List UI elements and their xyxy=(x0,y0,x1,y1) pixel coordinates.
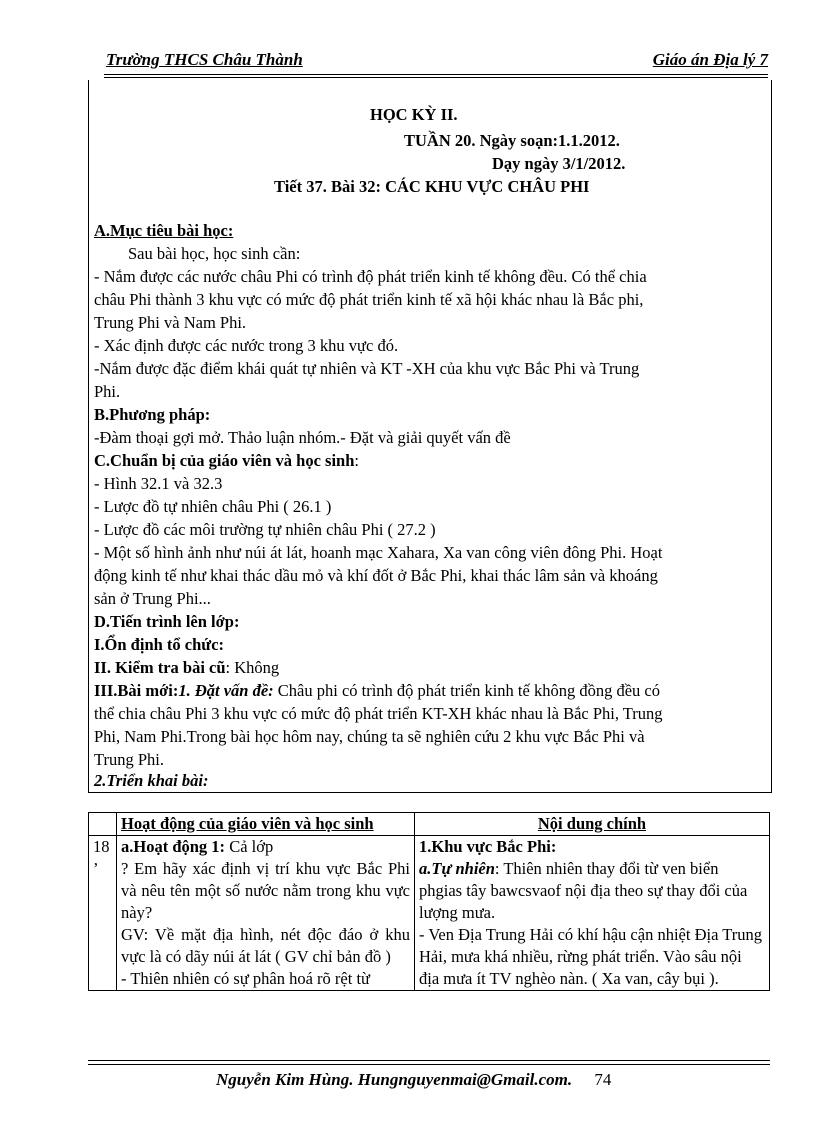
step-3-line: Trung Phi. xyxy=(94,750,165,769)
section-c-line: - Lược đồ các môi trường tự nhiên châu Phi ( 27.2 ) xyxy=(94,520,436,539)
semester-title: HỌC KỲ II. xyxy=(370,105,458,124)
time-value: 18’ xyxy=(93,837,110,878)
section-a-line: -Nắm được đặc điểm khái quát tự nhiên và KT -XH của khu vực Bắc Phi và Trung xyxy=(94,359,640,378)
time-cell xyxy=(89,836,117,991)
page-footer xyxy=(216,1070,611,1090)
teacher-cell xyxy=(117,836,415,991)
section-c-line: động kinh tế như khai thác dầu mỏ và khí đốt ở Bắc Phi, khai thác lâm sản và khoáng xyxy=(94,566,658,585)
footer-rule xyxy=(88,1060,770,1061)
step-1: I.Ổn định tổ chức: xyxy=(94,635,225,654)
step-2-text: : Không xyxy=(225,658,280,677)
step-4: 2.Triển khai bài: xyxy=(94,771,209,790)
section-a-intro: Sau bài học, học sinh cần: xyxy=(128,244,301,263)
section-c-line: - Lược đồ tự nhiên châu Phi ( 26.1 ) xyxy=(94,497,332,516)
section-a-title: A.Mục tiêu bài học: xyxy=(94,221,234,240)
section-a-line: - Xác định được các nước trong 3 khu vực đó. xyxy=(94,336,399,355)
step-3-line: Phi, Nam Phi.Trong bài học hôm nay, chúng ta sẽ nghiên cứu 2 khu vực Bắc Phi và xyxy=(94,727,645,746)
step-2-title: II. Kiểm tra bài cũ xyxy=(94,658,226,677)
teacher-question: ? Em hãy xác định vị trí khu vực Bắc Phi và nêu tên một số nước nằm trong khu vực này? xyxy=(121,859,410,922)
teach-date: Dạy ngày 3/1/2012. xyxy=(492,154,626,173)
content-para xyxy=(419,858,765,924)
header-rule-2 xyxy=(104,77,768,78)
teacher-note: GV: Về mặt địa hình, nét độc đáo ở khu vực là có dãy núi át lát ( GV chỉ bản đồ ) xyxy=(121,925,410,966)
section-a-line: - Nắm được các nước châu Phi có trình độ phát triển kinh tế không đều. Có thể chia xyxy=(94,267,647,286)
lesson-title: Tiết 37. Bài 32: CÁC KHU VỰC CHÂU PHI xyxy=(274,177,590,196)
teacher-note: - Thiên nhiên có sự phân hoá rõ rệt từ xyxy=(121,969,370,988)
footer-author: Nguyễn Kim Hùng. Hungnguyenmai@Gmail.com. xyxy=(216,1070,573,1089)
content-text: : Thiên nhiên thay đổi từ ven biển phgias tây bawcsvaof nội địa theo sự thay đổi của lượng mưa. xyxy=(419,859,748,922)
activity-table xyxy=(88,812,770,991)
page-header xyxy=(106,50,768,74)
step-3-sub: 1. Đặt vấn đề: xyxy=(178,681,274,700)
section-c-line: - Một số hình ảnh như núi át lát, hoanh mạc Xahara, Xa van công viên đông Phi. Hoạt xyxy=(94,543,663,562)
step-2 xyxy=(94,657,279,679)
step-3-line: thể chia châu Phi 3 khu vực có mức độ phát triển KT-XH khác nhau là Bắc Phi, Trung xyxy=(94,704,663,723)
step-3-title: III.Bài mới: xyxy=(94,681,179,700)
activity-title xyxy=(121,836,410,858)
section-a-line: Phi. xyxy=(94,382,121,401)
section-d-title: D.Tiến trình lên lớp: xyxy=(94,612,240,631)
section-c-title-line xyxy=(94,450,359,472)
section-c-line: - Hình 32.1 và 32.3 xyxy=(94,474,223,493)
header-rule xyxy=(104,74,768,75)
section-c-title: C.Chuẩn bị của giáo viên và học sinh xyxy=(94,451,355,470)
step-3-text: Châu phi có trình độ phát triển kinh tế không đồng đều có xyxy=(273,681,660,700)
teacher-col-header: Hoạt động của giáo viên và học sinh xyxy=(117,813,415,836)
section-c-line: sản ở Trung Phi... xyxy=(94,589,211,608)
section-a-line: Trung Phi và Nam Phi. xyxy=(94,313,247,332)
time-header xyxy=(89,813,117,836)
page-number: 74 xyxy=(594,1070,612,1089)
section-c-colon: : xyxy=(354,451,359,470)
content-title: 1.Khu vực Bắc Phi: xyxy=(419,837,557,856)
step-3 xyxy=(94,680,660,702)
table-row xyxy=(89,836,770,991)
content-col-header: Nội dung chính xyxy=(415,813,770,836)
section-b-title: B.Phương pháp: xyxy=(94,405,211,424)
school-name: Trường THCS Châu Thành xyxy=(106,50,303,69)
content-para: - Ven Địa Trung Hải có khí hậu cận nhiệt Địa Trung Hải, mưa khá nhiều, rừng phát triển. Vào sâu nội địa mưa ít TV nghèo nàn. ( Xa van, cây bụi ). xyxy=(419,925,762,988)
activity-mode: Cả lớp xyxy=(225,837,274,856)
section-a-line: châu Phi thành 3 khu vực có mức độ phát triển kinh tế xã hội khác nhau là Bắc phi, xyxy=(94,290,644,309)
section-b-text: -Đàm thoại gợi mở. Thảo luận nhóm.- Đặt và giải quyết vấn đề xyxy=(94,428,511,447)
week-line: TUẦN 20. Ngày soạn:1.1.2012. xyxy=(404,131,620,150)
subject-name: Giáo án Địa lý 7 xyxy=(652,50,768,69)
footer-rule-2 xyxy=(88,1064,770,1065)
content-cell xyxy=(415,836,770,991)
activity-label: a.Hoạt động 1: xyxy=(121,837,226,856)
table-header-row xyxy=(89,813,770,836)
content-sub: a.Tự nhiên xyxy=(419,859,495,878)
